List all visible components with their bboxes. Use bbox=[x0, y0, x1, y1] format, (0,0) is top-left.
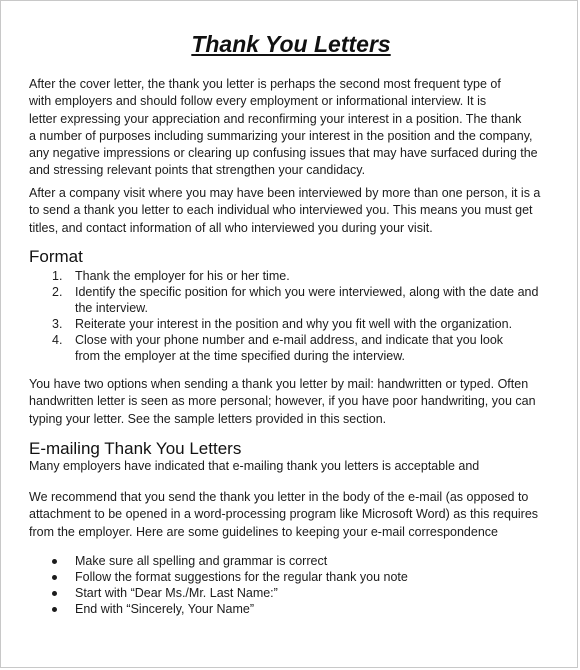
intro-line: any negative impressions or clearing up confusing issues that may have surfaced during the bbox=[29, 146, 538, 161]
guideline-item bbox=[29, 553, 569, 569]
format-list bbox=[29, 268, 577, 364]
options-line: You have two options when sending a thank you letter by mail: handwritten or typed. Often bbox=[29, 377, 529, 391]
guideline-item bbox=[29, 601, 569, 617]
bullet-icon bbox=[52, 575, 57, 580]
recommend-paragraph bbox=[29, 489, 577, 541]
format-item-text: Reiterate your interest in the position and why you fit well with the organization. bbox=[75, 317, 513, 331]
options-line: handwritten letter is seen as more personal; however, if you have poor handwriting, you can bbox=[29, 394, 536, 409]
format-item-text: Thank the employer for his or her time. bbox=[75, 269, 290, 283]
bullet-icon bbox=[52, 591, 57, 596]
intro-paragraph bbox=[29, 76, 577, 180]
visit-line: After a company visit where you may have been interviewed by more than one person, it is a bbox=[29, 186, 541, 200]
visit-paragraph bbox=[29, 185, 577, 237]
format-item-text: Close with your phone number and e-mail address, and indicate that you look bbox=[75, 333, 504, 347]
guideline-text: Make sure all spelling and grammar is correct bbox=[75, 554, 328, 568]
recommend-line: from the employer. Here are some guidelines to keeping your e-mail correspondence bbox=[29, 524, 498, 539]
visit-line: titles, and contact information of all who interviewed you during your visit. bbox=[29, 220, 433, 235]
format-item-text: the interview. bbox=[75, 301, 148, 315]
page-title: Thank You Letters bbox=[191, 31, 391, 57]
recommend-line: attachment to be opened in a word-processing program like Microsoft Word) as this requires bbox=[29, 507, 539, 522]
format-item bbox=[29, 284, 577, 316]
format-item-number: 4. bbox=[52, 333, 63, 347]
guideline-text: End with “Sincerely, Your Name” bbox=[75, 602, 255, 616]
options-paragraph bbox=[29, 376, 577, 428]
intro-line: After the cover letter, the thank you letter is perhaps the second most frequent type of bbox=[29, 77, 501, 91]
intro-line: and stressing relevant points that strengthen your candidacy. bbox=[29, 163, 366, 178]
format-item-text: from the employer at the time specified during the interview. bbox=[75, 349, 406, 363]
format-item-number: 2. bbox=[52, 285, 63, 299]
intro-line: letter expressing your appreciation and reconfirming your interest in a position. The thank bbox=[29, 111, 522, 126]
guideline-item bbox=[29, 569, 569, 585]
format-item bbox=[29, 332, 577, 364]
guideline-text: Follow the format suggestions for the regular thank you note bbox=[75, 570, 408, 584]
guidelines-list bbox=[29, 553, 569, 617]
visit-line: to send a thank you letter to each individual who interviewed you. This means you must get bbox=[29, 203, 533, 218]
guideline-text: Start with “Dear Ms./Mr. Last Name:” bbox=[75, 586, 278, 600]
format-item-text: Identify the specific position for which you were interviewed, along with the date and bbox=[75, 285, 539, 299]
recommend-line: We recommend that you send the thank you letter in the body of the e-mail (as opposed to bbox=[29, 490, 529, 504]
intro-line: a number of purposes including summarizing your interest in the position and the company, bbox=[29, 128, 533, 143]
guideline-item bbox=[29, 585, 569, 601]
emailing-heading: E-mailing Thank You Letters bbox=[29, 439, 242, 458]
intro-line: with employers and should follow every employment or informational interview. It is bbox=[29, 94, 487, 109]
format-item bbox=[29, 268, 577, 284]
options-line: typing your letter. See the sample letters provided in this section. bbox=[29, 411, 387, 426]
emailing-paragraph bbox=[29, 458, 577, 475]
format-item bbox=[29, 316, 577, 332]
emailing-line: Many employers have indicated that e-mailing thank you letters is acceptable and bbox=[29, 459, 480, 473]
bullet-icon bbox=[52, 559, 57, 564]
format-item-number: 3. bbox=[52, 317, 63, 331]
format-heading: Format bbox=[29, 247, 83, 266]
format-item-number: 1. bbox=[52, 269, 63, 283]
bullet-icon bbox=[52, 607, 57, 612]
